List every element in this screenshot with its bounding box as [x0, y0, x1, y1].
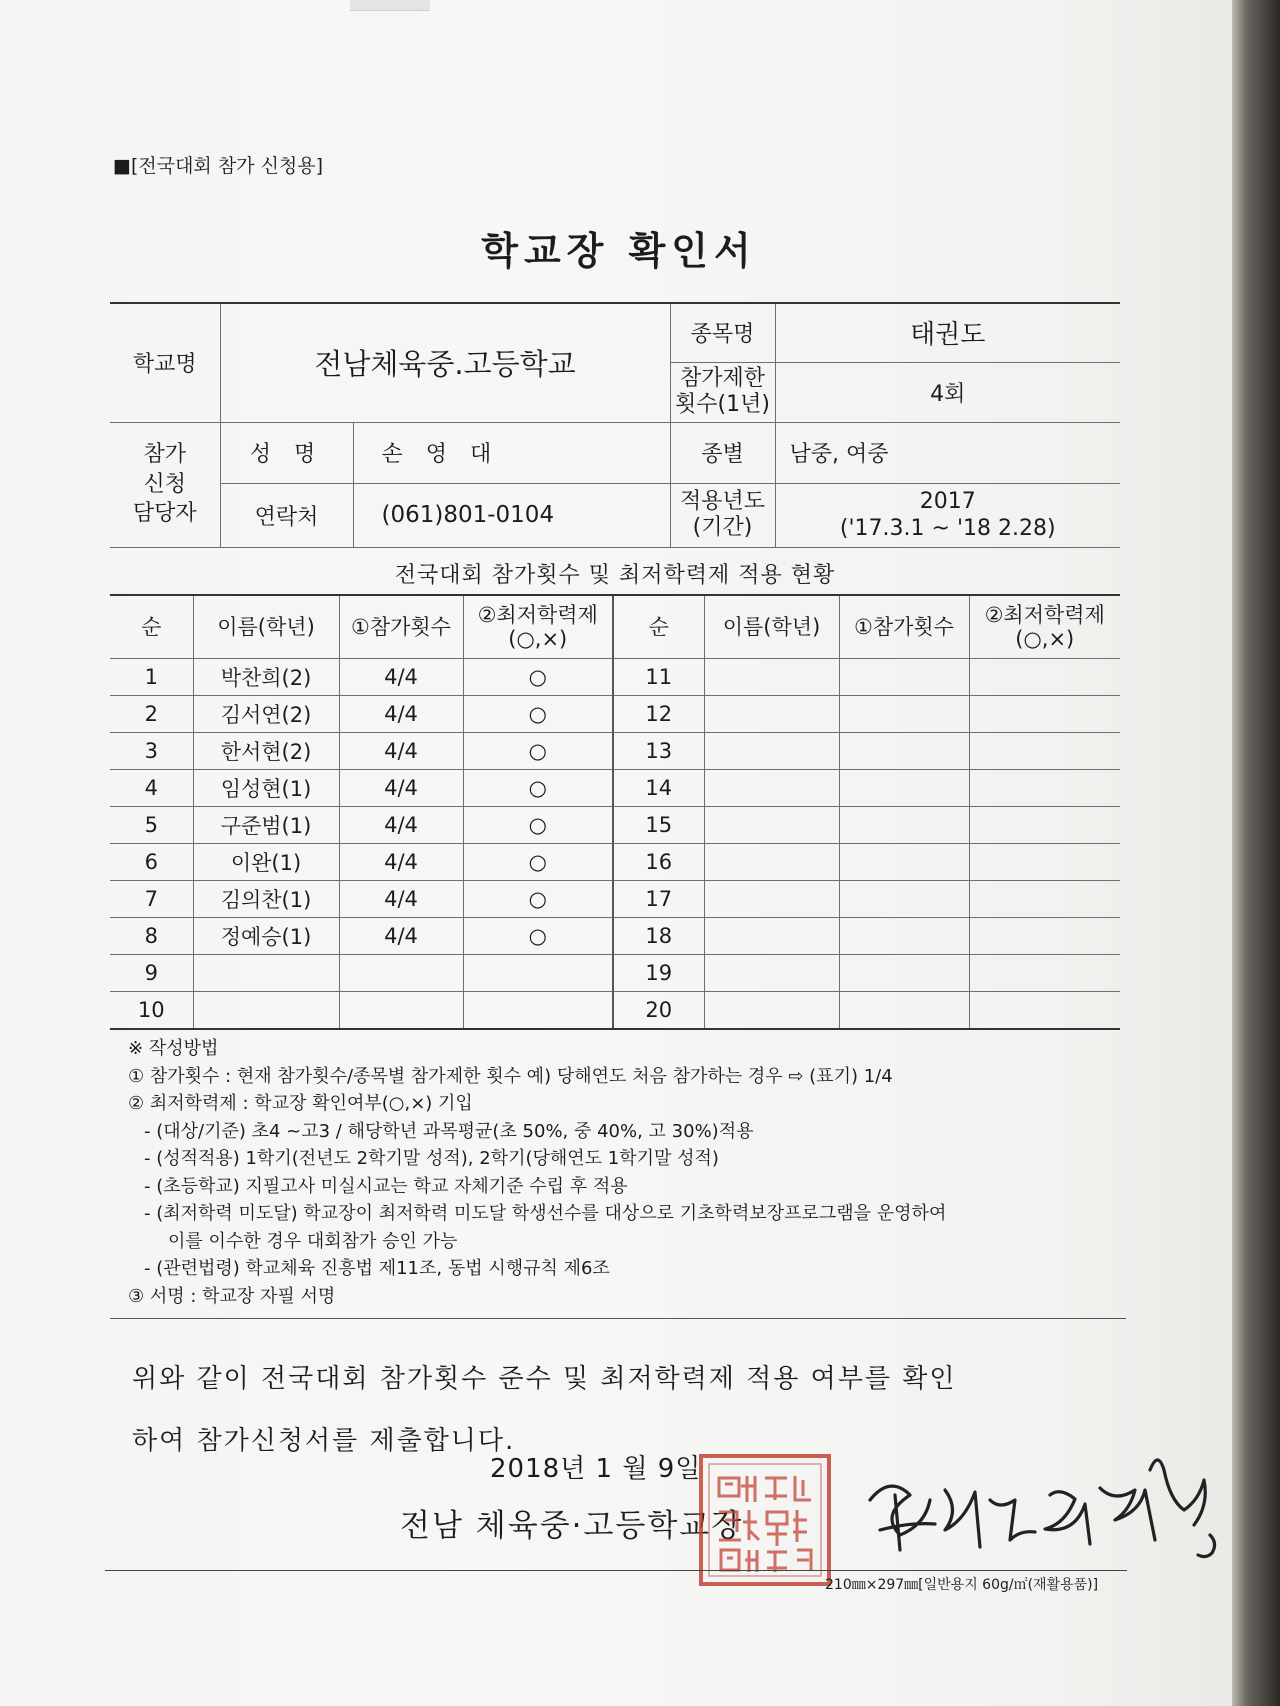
official-seal-stamp [695, 1450, 835, 1590]
note-line: ① 참가횟수 : 현재 참가횟수/종목별 참가제한 횟수 예) 당해연도 처음 참가하는 경우 ⇨ (표기) 1/4 [128, 1065, 893, 1087]
row-name: 정예승(1) [193, 918, 339, 955]
row-name: 구준범(1) [193, 807, 339, 844]
header-min-line1: ②최저학력제 [984, 602, 1105, 627]
school-label: 학교명 [110, 303, 220, 422]
row-count: 4/4 [339, 918, 463, 955]
status-section-title: 전국대회 참가횟수 및 최저학력제 적용 현황 [394, 563, 836, 588]
row-count [839, 955, 969, 992]
header-order: 순 [110, 595, 193, 659]
row-count [839, 659, 969, 696]
note-line: - (성적적용) 1학기(전년도 2학기말 성적), 2학기(당해연도 1학기말 성적) [144, 1148, 719, 1169]
paper-clip-tab [350, 0, 430, 11]
row-order: 18 [613, 918, 704, 955]
row-name: 김의찬(1) [193, 881, 339, 918]
note-line: ② 최저학력제 : 학교장 확인여부(○,×) 기입 [128, 1093, 473, 1114]
header-count: ①참가횟수 [339, 595, 463, 659]
instructions-notes [128, 1035, 1128, 1310]
info-table [110, 302, 1120, 548]
row-min-score: ○ [463, 770, 613, 807]
limit-label-line2: 횟수(1년) [675, 392, 770, 417]
row-min-score [969, 807, 1120, 844]
row-count: 4/4 [339, 770, 463, 807]
row-name: 임성현(1) [193, 770, 339, 807]
row-min-score: ○ [463, 696, 613, 733]
row-count: 4/4 [339, 881, 463, 918]
row-order: 19 [613, 955, 704, 992]
header-min-line1: ②최저학력제 [477, 602, 598, 627]
row-order: 16 [613, 844, 704, 881]
contact-label: 연락처 [220, 483, 353, 547]
row-order: 4 [110, 770, 193, 807]
row-min-score [969, 918, 1120, 955]
row-order: 8 [110, 918, 193, 955]
row-order: 17 [613, 881, 704, 918]
table-row [110, 992, 1120, 1030]
header-name: 이름(학년) [704, 595, 839, 659]
event-value: 태권도 [775, 303, 1120, 362]
table-row [110, 807, 1120, 844]
row-count: 4/4 [339, 696, 463, 733]
row-count [339, 992, 463, 1030]
row-min-score [969, 881, 1120, 918]
row-count [839, 770, 969, 807]
row-count [839, 733, 969, 770]
row-min-score: ○ [463, 844, 613, 881]
row-order: 6 [110, 844, 193, 881]
period-value: ('17.3.1 ~ '18 2.28) [839, 516, 1056, 541]
row-order: 13 [613, 733, 704, 770]
row-min-score [969, 992, 1120, 1030]
header-min-line2: (○,×) [508, 627, 568, 651]
row-name [704, 807, 839, 844]
form-type-label: ■[전국대회 참가 신청용] [113, 155, 324, 177]
row-min-score [463, 955, 613, 992]
header-order: 순 [613, 595, 704, 659]
statement-line2: 하여 참가신청서를 제출합니다. [132, 1426, 516, 1456]
applicant-label-line2: 신청 [143, 471, 186, 497]
row-order: 2 [110, 696, 193, 733]
handwritten-signature [850, 1440, 1240, 1570]
limit-label-line1: 참가제한 [679, 365, 765, 391]
divider-line [110, 1318, 1126, 1319]
row-min-score [969, 770, 1120, 807]
row-name [193, 955, 339, 992]
row-order: 11 [613, 659, 704, 696]
table-row [110, 696, 1120, 733]
row-min-score [969, 844, 1120, 881]
row-count [839, 881, 969, 918]
row-min-score [463, 992, 613, 1030]
row-order: 14 [613, 770, 704, 807]
table-row [110, 881, 1120, 918]
row-count [839, 807, 969, 844]
statement-line1: 위와 같이 전국대회 참가횟수 준수 및 최저학력제 적용 여부를 확인 [132, 1364, 957, 1394]
row-name [704, 770, 839, 807]
row-name [704, 955, 839, 992]
row-name: 이완(1) [193, 844, 339, 881]
row-min-score [969, 696, 1120, 733]
row-order: 7 [110, 881, 193, 918]
signing-date: 2018년 1 월 9일 [490, 1454, 702, 1484]
row-min-score: ○ [463, 881, 613, 918]
header-name: 이름(학년) [193, 595, 339, 659]
note-line: - (최저학력 미도달) 학교장이 최저학력 미도달 학생선수를 대상으로 기초학력보장프로그램을 운영하여 [144, 1203, 947, 1224]
signer-title: 전남 체육중·고등학교장 [400, 1508, 744, 1544]
table-row [110, 955, 1120, 992]
table-row [110, 770, 1120, 807]
row-min-score: ○ [463, 918, 613, 955]
row-name: 김서연(2) [193, 696, 339, 733]
row-order: 12 [613, 696, 704, 733]
note-line: ※ 작성방법 [128, 1038, 219, 1059]
row-name [193, 992, 339, 1030]
row-count [339, 955, 463, 992]
table-row [110, 733, 1120, 770]
row-name: 한서현(2) [193, 733, 339, 770]
row-min-score: ○ [463, 807, 613, 844]
row-count [839, 918, 969, 955]
year-value: 2017 [919, 488, 976, 514]
header-min-line2: (○,×) [1015, 627, 1075, 651]
limit-value: 4회 [775, 362, 1120, 422]
table-row [110, 918, 1120, 955]
category-label: 종별 [670, 422, 775, 483]
row-count: 4/4 [339, 844, 463, 881]
category-value: 남중, 여중 [775, 422, 1120, 483]
name-label: 성 명 [220, 422, 353, 483]
row-order: 5 [110, 807, 193, 844]
footer-line [105, 1570, 1127, 1571]
row-name [704, 733, 839, 770]
event-label: 종목명 [670, 303, 775, 362]
row-name: 박찬희(2) [193, 659, 339, 696]
applicant-label-line3: 담당자 [132, 501, 197, 527]
table-row [110, 659, 1120, 696]
row-order: 1 [110, 659, 193, 696]
row-count [839, 992, 969, 1030]
row-count: 4/4 [339, 807, 463, 844]
status-table [110, 594, 1120, 1030]
year-label-line1: 적용년도 [679, 488, 765, 514]
note-line: - (대상/기준) 초4 ~고3 / 해당학년 과목평균(초 50%, 중 40%, 고 30%)적용 [144, 1120, 754, 1142]
header-count: ①참가횟수 [839, 595, 969, 659]
row-name [704, 918, 839, 955]
row-count: 4/4 [339, 733, 463, 770]
row-count: 4/4 [339, 659, 463, 696]
row-count [839, 696, 969, 733]
row-min-score [969, 659, 1120, 696]
row-name [704, 844, 839, 881]
row-order: 3 [110, 733, 193, 770]
row-min-score [969, 955, 1120, 992]
school-value: 전남체육중.고등학교 [220, 303, 670, 422]
contact-value: (061)801-0104 [353, 483, 670, 547]
row-name [704, 881, 839, 918]
note-line: ③ 서명 : 학교장 자필 서명 [128, 1285, 336, 1307]
row-count [839, 844, 969, 881]
name-value: 손 영 대 [353, 422, 670, 483]
table-row [110, 844, 1120, 881]
row-name [704, 992, 839, 1030]
row-name [704, 696, 839, 733]
row-min-score: ○ [463, 733, 613, 770]
row-order: 10 [110, 992, 193, 1030]
row-order: 15 [613, 807, 704, 844]
applicant-label-line1: 참가 [143, 441, 186, 467]
row-name [704, 659, 839, 696]
row-order: 20 [613, 992, 704, 1030]
row-min-score [969, 733, 1120, 770]
note-line: 이를 이수한 경우 대회참가 승인 가능 [168, 1230, 458, 1252]
paper-spec: 210㎜×297㎜[일반용지 60g/㎡(재활용품)] [825, 1577, 1099, 1593]
row-order: 9 [110, 955, 193, 992]
row-min-score: ○ [463, 659, 613, 696]
year-label-line2: (기간) [692, 515, 753, 540]
note-line: - (초등학교) 지필고사 미실시교는 학교 자체기준 수립 후 적용 [144, 1175, 628, 1197]
document-title: 학교장 확인서 [481, 229, 757, 273]
note-line: - (관련법령) 학교체육 진흥법 제11조, 동법 시행규칙 제6조 [144, 1258, 610, 1279]
